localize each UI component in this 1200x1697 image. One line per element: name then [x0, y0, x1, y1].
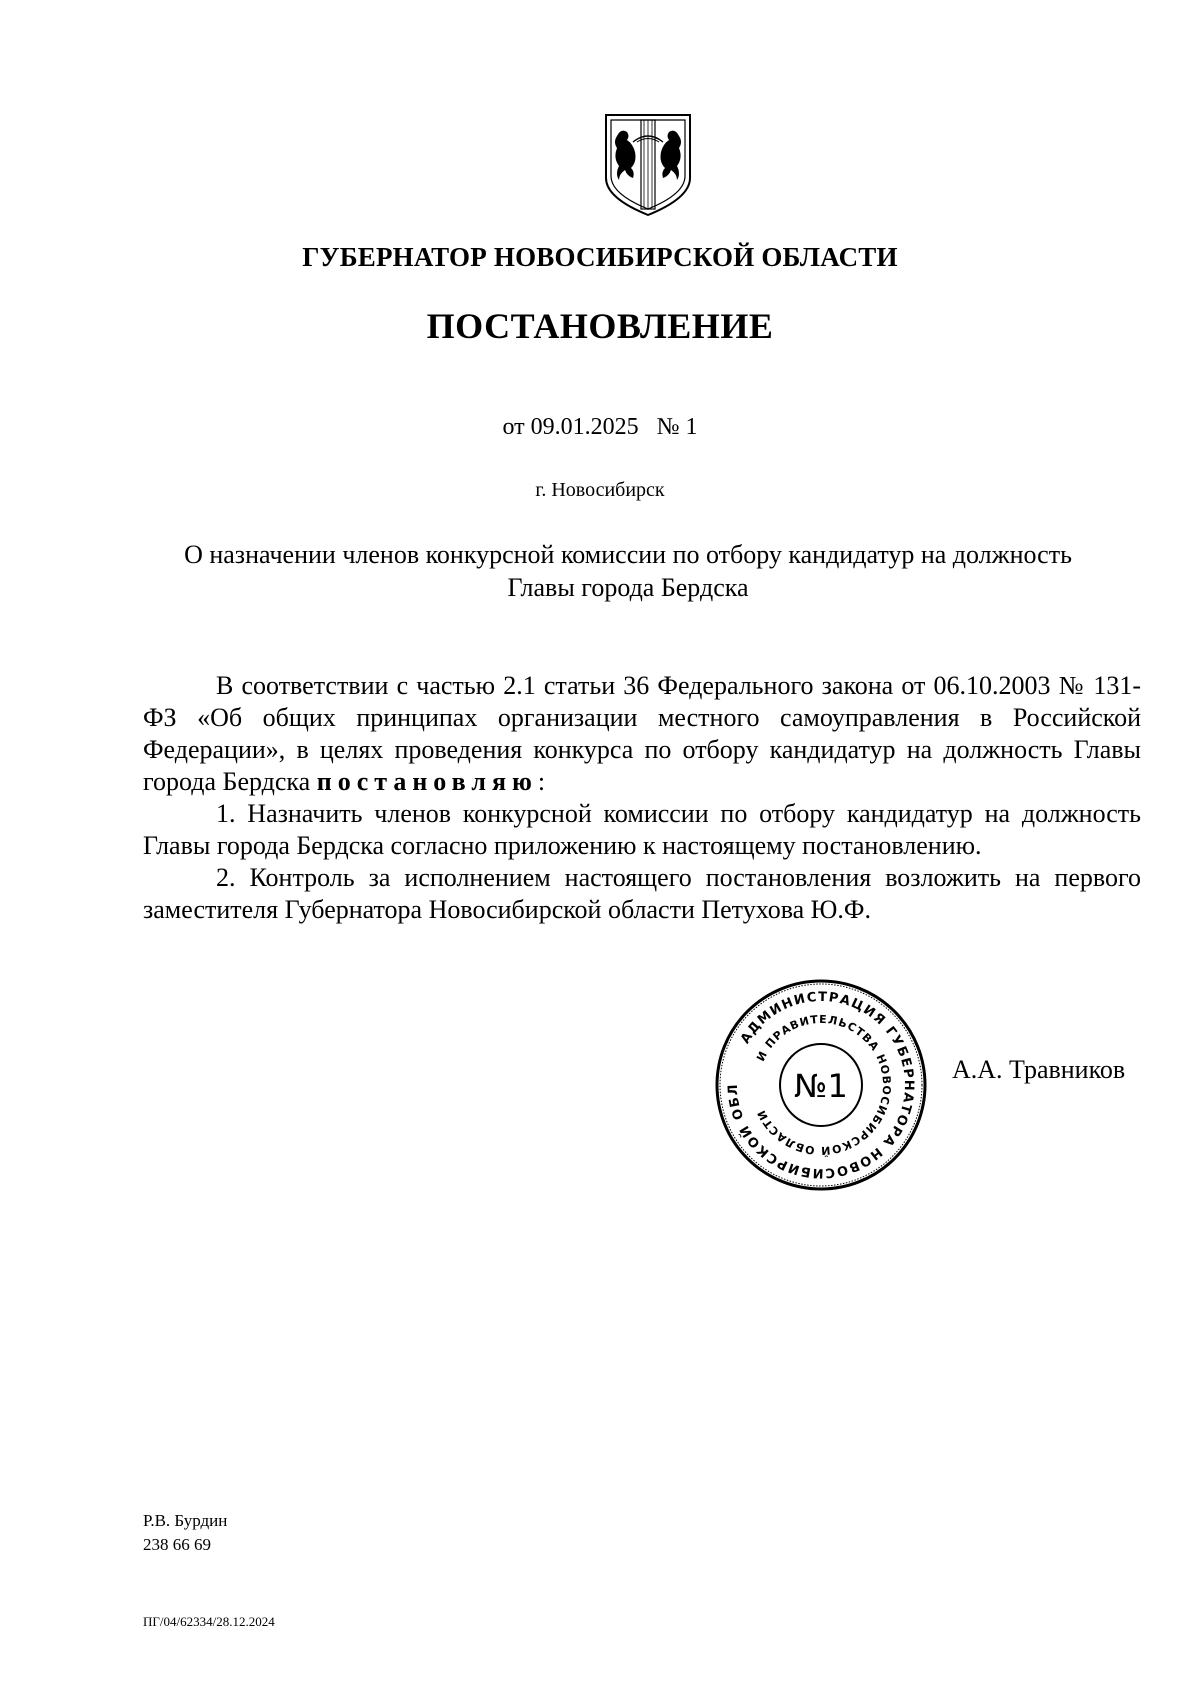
seal-center-number: №1 [794, 1067, 848, 1105]
clause-2: 2. Контроль за исполнением настоящего постановления возложить на первого заместителя Губернатора Новосибирской области Петухова Ю.Ф. [143, 863, 1141, 924]
clause-1: 1. Назначить членов конкурсной комиссии по отбору кандидатур на должность Главы города Бердска согласно приложению к настоящему постановлению. [143, 799, 1141, 860]
preamble-paragraph [143, 670, 1141, 798]
seal-outer-text: АДМИНИСТРАЦИЯ ГУБЕРНАТОРА НОВОСИБИРСКОЙ ОБЛ [725, 989, 917, 1181]
document-body [143, 670, 1141, 926]
document-subject [130, 538, 1126, 604]
decree-word: постановляю [316, 767, 538, 796]
subject-line-2: Главы города Бердска [507, 573, 749, 602]
decree-colon: : [537, 767, 546, 796]
subject-line-1: О назначении членов конкурсной комиссии по отбору кандидатур на должность [184, 540, 1072, 569]
official-seal-icon [714, 978, 928, 1192]
document-date: от 09.01.2025 [502, 414, 639, 440]
coat-of-arms-icon [603, 112, 693, 218]
issuing-authority: ГУБЕРНАТОР НОВОСИБИРСКОЙ ОБЛАСТИ [302, 242, 898, 272]
signatory-name: А.А. Травников [952, 1055, 1126, 1084]
seal-inner-text: И ПРАВИТЕЛЬСТВА НОВОСИБИРСКОЙ ОБЛАСТИ [754, 1012, 894, 1158]
date-number-line [0, 414, 1200, 441]
document-number: № 1 [656, 414, 698, 440]
executor-block [143, 1509, 227, 1557]
executor-name: Р.В. Бурдин [143, 1511, 228, 1530]
place-of-issue: г. Новосибирск [535, 479, 665, 501]
document-type-title: ПОСТАНОВЛЕНИЕ [426, 306, 774, 346]
registration-code: ПГ/04/62334/28.12.2024 [143, 1614, 275, 1629]
preamble-text: В соответствии с частью 2.1 статьи 36 Федерального закона от 06.10.2003 № 131-ФЗ «Об общих принципах организации местного самоуправления в Российской Федерации», в целях проведения конкурса по отбору кандидатур на должность Главы города Бердска [143, 671, 1141, 796]
executor-phone: 238 66 69 [143, 1535, 211, 1554]
